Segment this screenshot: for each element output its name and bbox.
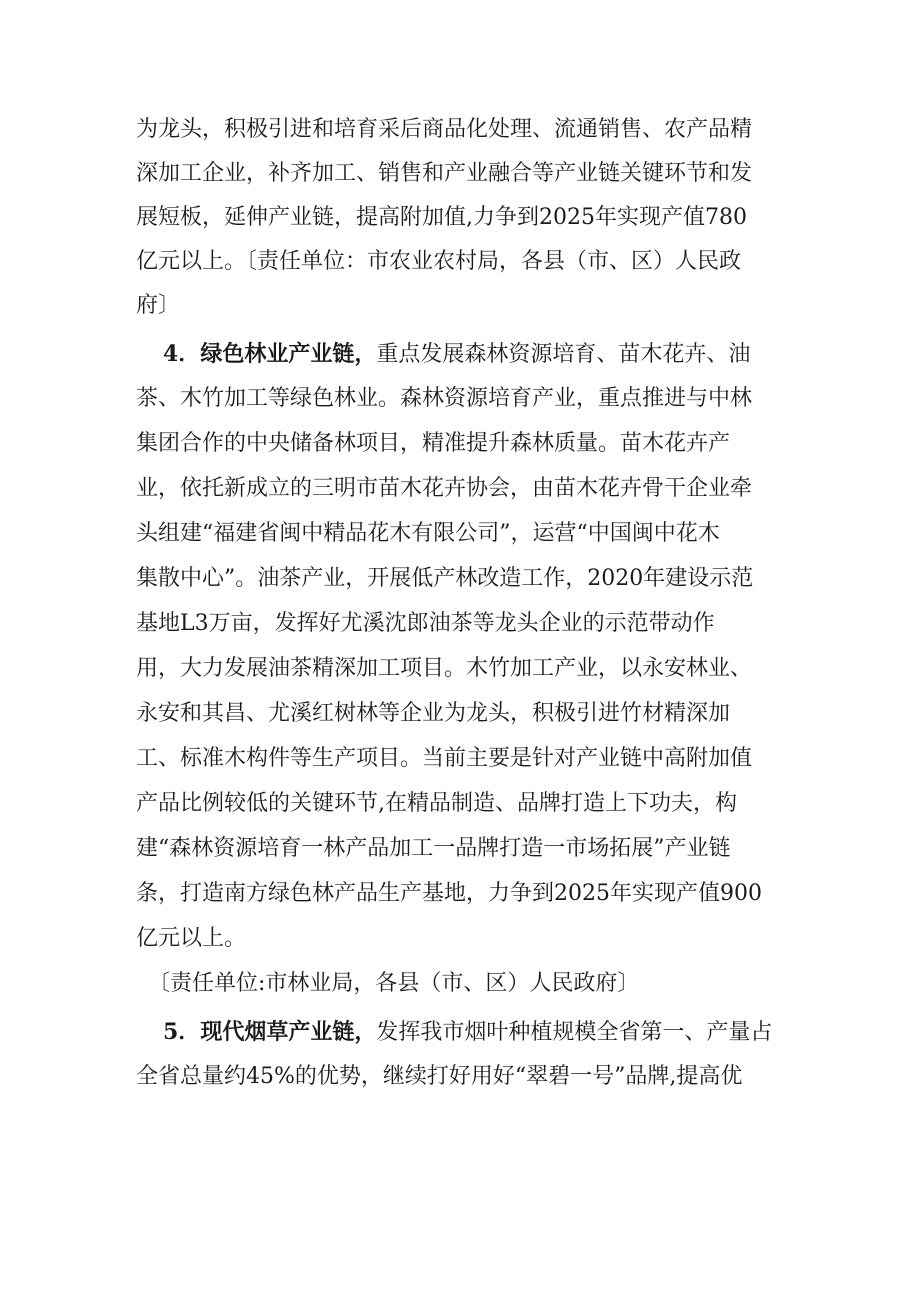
text-line: 全省总量约45%的优势，继续打好用好“翠碧一号”品牌,提高优 bbox=[136, 1064, 743, 1089]
text-line: 基地L3万亩，发挥好尤溪沈郎油茶等龙头企业的示范带动作 bbox=[136, 611, 715, 636]
text-line: 亿元以上。〔责任单位：市农业农村局，各县（市、区）人民政 bbox=[136, 249, 742, 274]
text-line: 业，依托新成立的三明市苗木花卉协会，由苗木花卉骨干企业牵 bbox=[136, 476, 753, 501]
section-4-number: 4． bbox=[163, 341, 201, 367]
section-4-responsibility: 〔责任单位:市林业局，各县（市、区）人民政府〕 bbox=[148, 971, 640, 996]
text-line: 茶、木竹加工等绿色林业。森林资源培育产业，重点推进与中林 bbox=[136, 386, 753, 411]
text-line: 集散中心”。油茶产业，开展低产林改造工作，2020年建设示范 bbox=[136, 566, 754, 591]
section-5-first-line bbox=[163, 1010, 823, 1054]
section-5-text: 发挥我市烟叶种植规模全省第一、产量占 bbox=[376, 1020, 773, 1045]
text-line: 府〕 bbox=[136, 293, 181, 318]
text-line: 展短板，延伸产业链，提高附加值,力争到2025年实现产值780 bbox=[136, 205, 747, 230]
text-line: 永安和其昌、尤溪红树林等企业为龙头，积极引进竹材精深加 bbox=[136, 701, 731, 726]
text-line: 条，打造南方绿色林产品生产基地，力争到2025年实现产值900 bbox=[136, 881, 762, 906]
text-line: 头组建“福建省闽中精品花木有限公司”，运营“中国闽中花木 bbox=[136, 521, 720, 546]
text-line: 产品比例较低的关键环节,在精品制造、品牌打造上下功夫，构 bbox=[136, 791, 737, 816]
text-line: 为龙头，积极引进和培育采后商品化处理、流通销售、农产品精 bbox=[136, 117, 753, 142]
section-5-number: 5． bbox=[163, 1019, 201, 1045]
section-5-heading: 现代烟草产业链， bbox=[200, 1019, 377, 1045]
text-line: 用，大力发展油茶精深加工项目。木竹加工产业，以永安林业、 bbox=[136, 656, 753, 681]
text-line: 亿元以上。 bbox=[136, 926, 247, 951]
section-4-heading: 绿色林业产业链， bbox=[200, 341, 377, 367]
text-line: 集团合作的中央储备林项目，精准提升森林质量。苗木花卉产 bbox=[136, 431, 731, 456]
text-line: 深加工企业，补齐加工、销售和产业融合等产业链关键环节和发 bbox=[136, 161, 753, 186]
section-4-first-line bbox=[163, 332, 823, 376]
text-line: 工、标准木构件等生产项目。当前主要是针对产业链中高附加值 bbox=[136, 746, 753, 771]
section-4-text: 重点发展森林资源培育、苗木花卉、油 bbox=[376, 342, 751, 367]
text-line: 建“森林资源培育一林产品加工一品牌打造一市场拓展”产业链 bbox=[136, 836, 731, 861]
